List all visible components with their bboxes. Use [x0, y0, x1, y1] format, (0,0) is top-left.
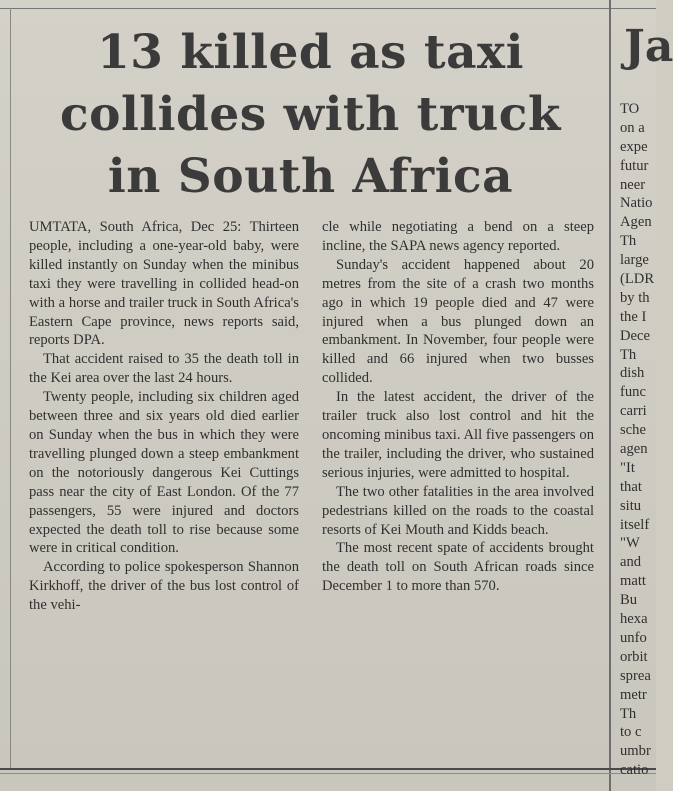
adjacent-line-fragment: func — [620, 384, 646, 401]
adjacent-line-fragment: Bu — [620, 592, 638, 609]
adjacent-line-fragment: the I — [620, 308, 647, 325]
adjacent-line-fragment: unfo — [620, 629, 647, 646]
adjacent-line-fragment: to c — [620, 724, 642, 741]
paragraph: In the latest accident, the driver of the trailer truck also lost control and hit the oncoming minibus taxi. All five passengers on the trailer, including the driver, who sustained serious injuries, were admitted to hospital. — [322, 389, 594, 481]
adjacent-text-fragments — [620, 100, 654, 780]
top-rule — [0, 8, 656, 9]
adjacent-line-fragment: umbr — [620, 743, 651, 760]
adjacent-line-fragment: situ — [620, 497, 642, 514]
bottom-rule-thin — [0, 773, 656, 774]
adjacent-line-fragment: Natio — [620, 195, 653, 212]
adjacent-line-fragment: (LDR — [620, 271, 655, 288]
paragraph: Twenty people, including six children aged between three and six years old died earlier on Sunday when the bus in which they were travelling plunged down a steep embankment on the notoriously dangerous Kei Cuttings pass near the city of East London. Of the 77 passengers, 55 were injured and doctors expected the death toll to rise because some were in critical condition. — [29, 389, 299, 557]
adjacent-line-fragment: that — [620, 478, 642, 495]
adjacent-line-fragment: sche — [620, 422, 646, 439]
adjacent-line-fragment: agen — [620, 441, 648, 458]
adjacent-line-fragment: large — [620, 252, 649, 269]
adjacent-line-fragment: Th — [620, 705, 637, 722]
article-column-1 — [29, 218, 299, 615]
adjacent-line-fragment: catio — [620, 762, 649, 779]
adjacent-article — [614, 0, 673, 779]
adjacent-line-fragment: itself — [620, 516, 650, 533]
adjacent-line-fragment: expe — [620, 138, 648, 155]
paragraph: That accident raised to 35 the death toll in the Kei area over the last 24 hours. — [29, 351, 299, 387]
adjacent-line-fragment: TO — [620, 101, 640, 117]
adjacent-line-fragment: Th — [620, 233, 637, 250]
paragraph: cle while negotiating a bend on a steep incline, the SAPA news agency reported. — [322, 219, 594, 254]
headline-line: 13 killed as taxi — [97, 25, 524, 80]
article-headline — [18, 22, 603, 208]
adjacent-headline-fragment: Ja — [624, 21, 673, 72]
adjacent-line-fragment: by th — [620, 289, 650, 306]
adjacent-line-fragment: Dece — [620, 327, 650, 344]
adjacent-line-fragment: Agen — [620, 214, 652, 231]
adjacent-line-fragment: neer — [620, 176, 646, 193]
paragraph: UMTATA, South Africa, Dec 25: Thirteen people, including a one-year-old baby, were killed instantly on Sunday when the minibus taxi they were travelling in collided head-on with a horse and trailer truck in South Africa's Eastern Cape province, news reports said, reports DPA. — [29, 219, 299, 349]
paragraph: Sunday's accident happened about 20 metres from the site of a crash two months ago in which 19 people died and 47 were injured when a bus plunged down an embankment. In November, four people were killed and 66 injured when two busses collided. — [322, 256, 594, 387]
adjacent-line-fragment: dish — [620, 365, 645, 382]
adjacent-line-fragment: "It — [620, 459, 635, 476]
adjacent-line-fragment: futur — [620, 157, 649, 174]
adjacent-line-fragment: orbit — [620, 648, 648, 665]
adjacent-line-fragment: metr — [620, 686, 647, 703]
adjacent-line-fragment: matt — [620, 573, 646, 590]
headline-line: collides with truck — [59, 87, 561, 142]
left-column-rule — [10, 8, 11, 768]
adjacent-line-fragment: hexa — [620, 611, 648, 628]
article-column-2 — [322, 218, 594, 596]
adjacent-line-fragment: and — [620, 554, 642, 571]
bottom-rule — [0, 768, 656, 770]
adjacent-line-fragment: sprea — [620, 667, 651, 684]
paragraph: According to police spokesperson Shannon Kirkhoff, the driver of the bus lost control of the vehi- — [29, 559, 299, 614]
adjacent-line-fragment: "W — [620, 535, 640, 552]
headline-line: in South Africa — [107, 149, 514, 204]
column-divider-rule — [609, 0, 611, 791]
adjacent-line-fragment: on a — [620, 119, 645, 136]
adjacent-line-fragment: carri — [620, 403, 647, 420]
adjacent-line-fragment: Th — [620, 346, 637, 363]
paragraph: The two other fatalities in the area involved pedestrians killed on the roads to the coastal resorts of Kei Mouth and Kidds beach. — [322, 483, 594, 538]
paragraph: The most recent spate of accidents brought the death toll on South African roads since December 1 to more than 570. — [322, 540, 594, 595]
